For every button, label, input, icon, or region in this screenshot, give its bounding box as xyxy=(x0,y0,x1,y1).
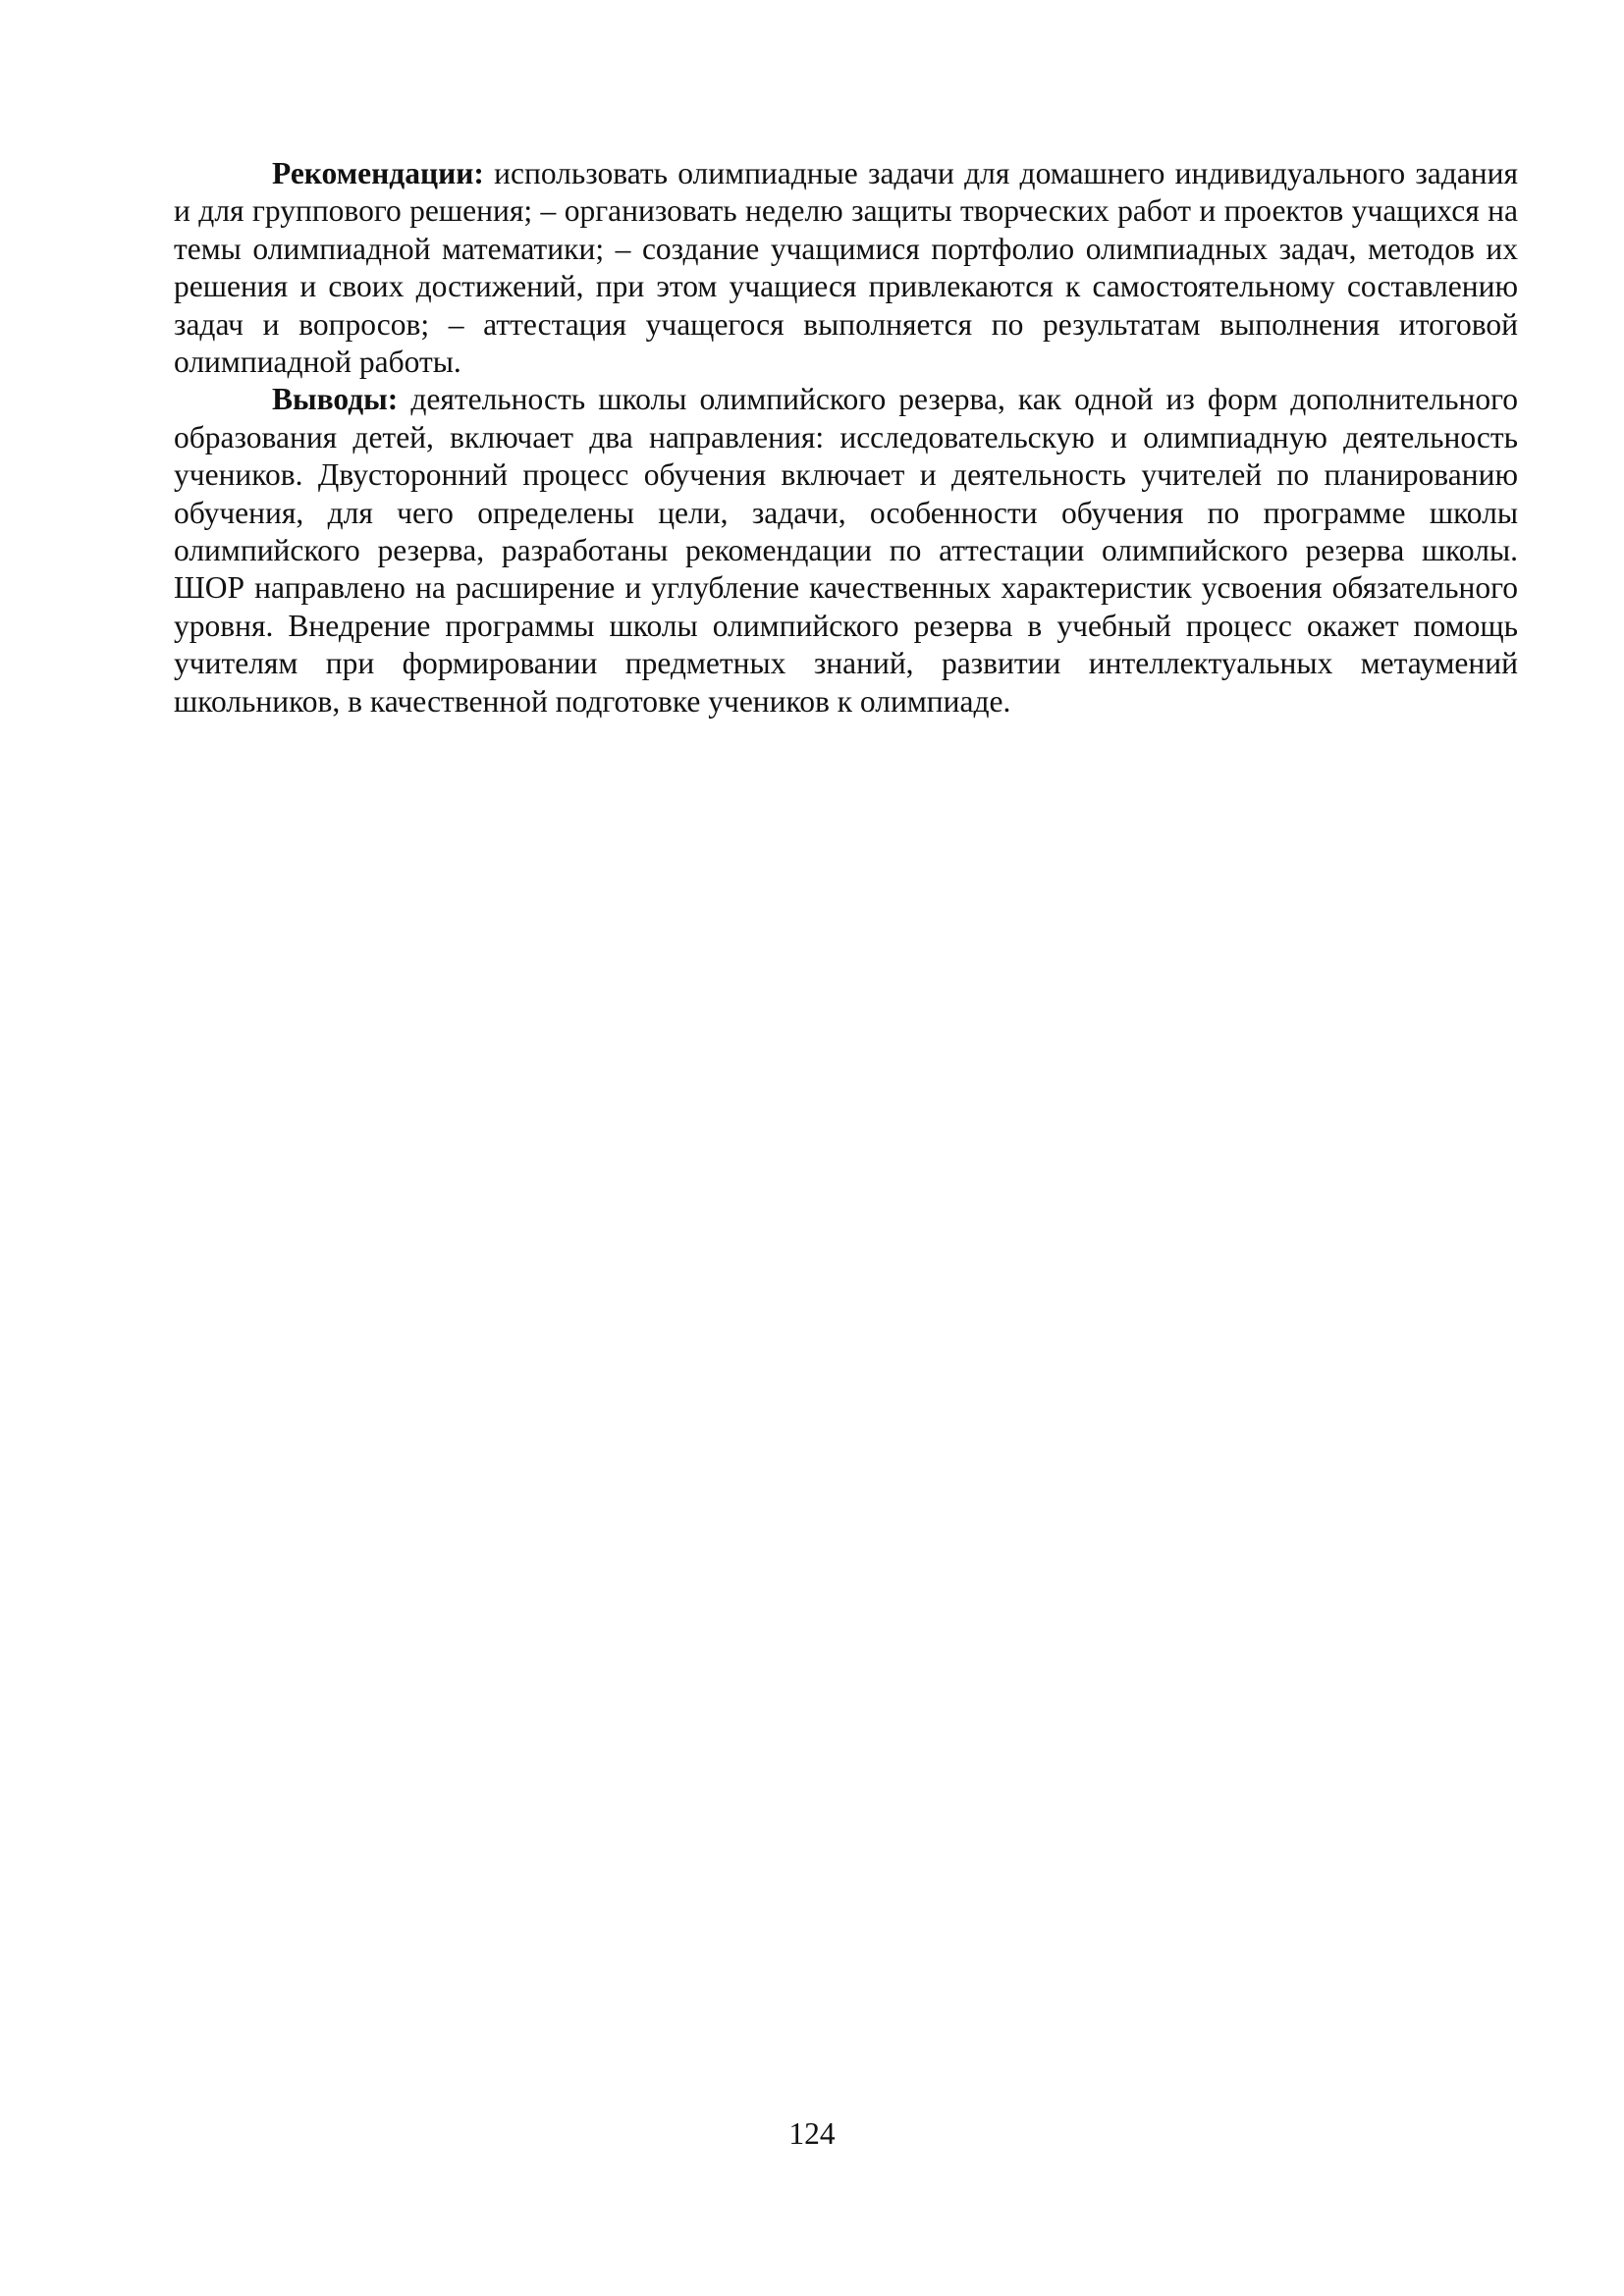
conclusions-text: деятельность школы олимпийского резерва, как одной из форм дополнительного образования детей, включает два направления: исследовательскую и олимпиадную деятельность учеников. Двусторонний процесс обучения включает и деятельность учителей по планированию обучения, для чего определены цели, задачи, особенности обучения по программе школы олимпийского резерва, разработаны рекомендации по аттестации олимпийского резерва школы. ШОР направлено на расширение и углубление качественных характеристик усвоения обязательного уровня. Внедрение программы школы олимпийского резерва в учебный процесс окажет помощь учителям при формировании предметных знаний, развитии интеллектуальных метаумений школьников, в качественной подготовке учеников к олимпиаде. xyxy=(174,382,1518,719)
conclusions-heading: Выводы: xyxy=(272,382,399,417)
body-text xyxy=(174,155,1518,721)
recommendations-paragraph xyxy=(174,155,1518,381)
recommendations-heading: Рекомендации: xyxy=(272,156,484,190)
page-number: 124 xyxy=(788,2116,836,2151)
conclusions-paragraph xyxy=(174,381,1518,721)
recommendations-text: использовать олимпиадные задачи для домашнего индивидуального задания и для группового решения; – организовать неделю защиты творческих работ и проектов учащихся на темы олимпиадной математики; – создание учащимися портфолио олимпиадных задач, методов их решения и своих достижений, при этом учащиеся привлекаются к самостоятельному составлению задач и вопросов; – аттестация учащегося выполняется по результатам выполнения итоговой олимпиадной работы. xyxy=(174,156,1518,380)
